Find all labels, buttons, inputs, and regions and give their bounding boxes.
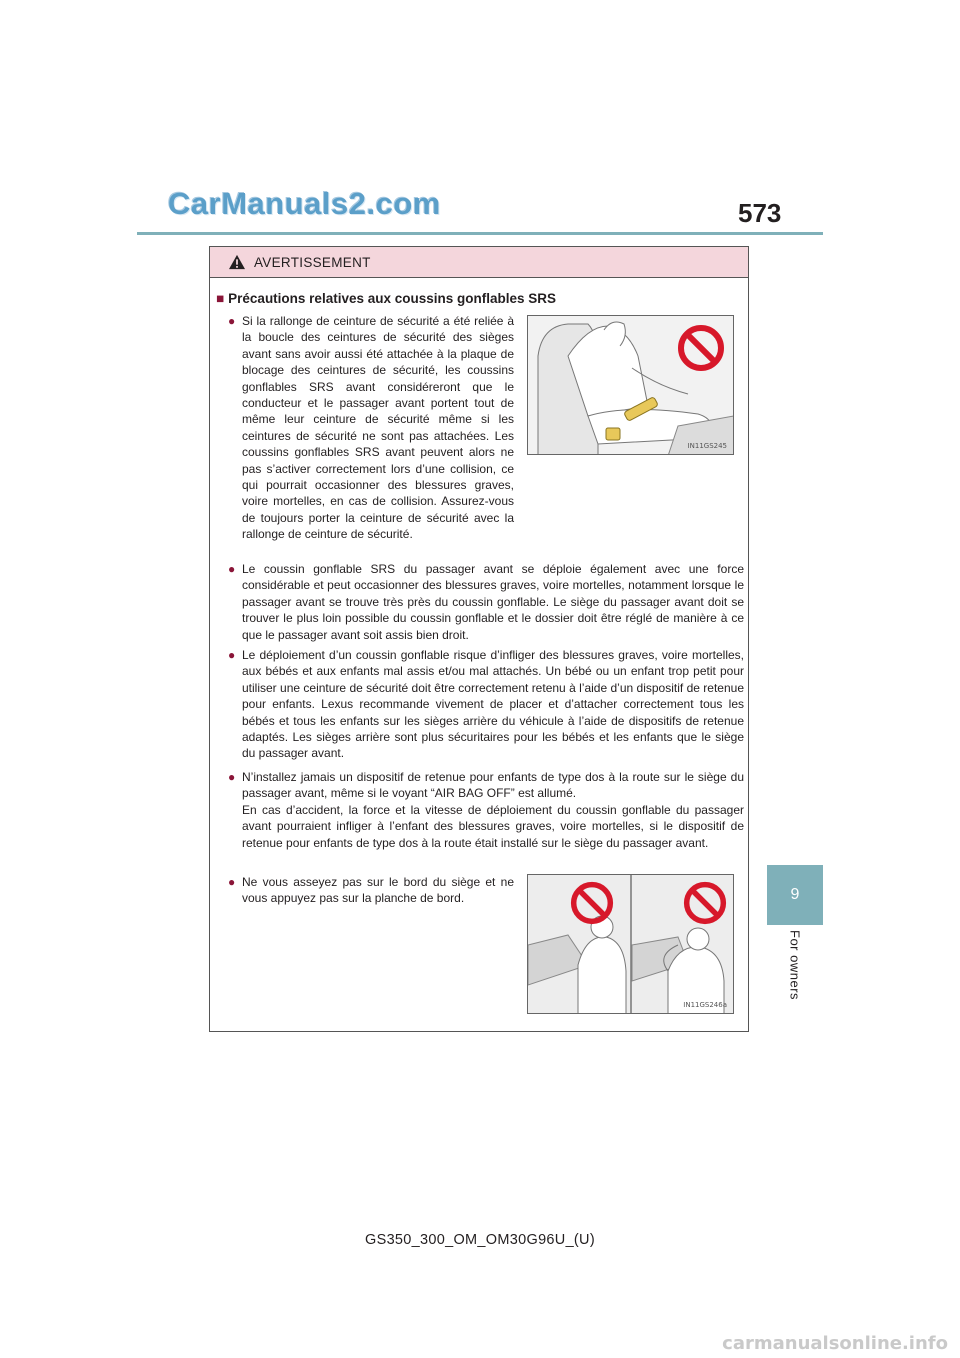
seatbelt-extender-illustration [527, 315, 734, 455]
watermark-footer: carmanualsonline.info [722, 1333, 948, 1354]
watermark-logo: CarManuals2.com [168, 186, 441, 221]
bullet-dot-icon: ● [228, 562, 236, 576]
prohibition-icon [683, 881, 727, 925]
warning-header [210, 247, 748, 278]
bullet-item [228, 874, 514, 907]
illustration-code: IN11GS246a [683, 1001, 727, 1009]
bullet-dot-icon: ● [228, 648, 236, 662]
bullet-dot-icon: ● [228, 875, 236, 889]
chapter-tab: 9 [767, 865, 823, 925]
improper-posture-illustration [527, 874, 734, 1014]
bullet-item [228, 769, 744, 851]
bullet-text: Le coussin gonflable SRS du passager avant se déploie également avec une force considérable et peut occasionner des blessures graves, voire mortelles, notamment lorsque le passager avant se trouve très près du coussin gonflable. Le siège du passager avant doit se trouver le plus loin possible du coussin gonflable et le dossier doit être réglé de manière à ce que le passager avant soit assis bien droit. [242, 562, 744, 642]
page-number: 573 [738, 198, 782, 228]
header-rule [137, 232, 823, 235]
bullet-continuation: En cas d’accident, la force et la vitesse de déploiement du coussin gonflable du passager avant pourraient infliger à l’enfant des blessures graves, voire mortelles, si le dispositif de retenue pour enfants de type dos à la route était installé sur le siège du passager avant. [242, 802, 744, 850]
bullet-text: Si la rallonge de ceinture de sécurité a été reliée à la boucle des ceintures de sécurité des sièges avant sans avoir aussi été attachée à la plaque de blocage des ceintures de sécurité, les coussins gonflables SRS avant considéreront que le conducteur et le passager avant portent tout de même leur ceinture de sécurité même si les ceintures de sécurité ne sont pas attachées. Les coussins gonflables SRS avant peuvent alors ne pas s’activer correctement lors d’une collision, ce qui pourrait occasionner des blessures graves, voire mortelles, en cas de collision. Assurez-vous de toujours porter la ceinture de sécurité avec la rallonge de ceinture de sécurité. [242, 314, 514, 542]
prohibition-icon [570, 881, 614, 925]
illustration-code: IN11GS245 [687, 442, 727, 450]
footer-document-code: GS350_300_OM_OM30G96U_(U) [365, 1232, 595, 1248]
bullet-text: Le déploiement d’un coussin gonflable risque d’infliger des blessures graves, voire mortelles, aux bébés et aux enfants mal assis et/ou mal attachés. Un bébé ou un enfant trop petit pour utiliser une ceinture de sécurité doit être correctement retenu à l’aide d’un dispositif de retenue pour enfants. Lexus recommande vivement de placer et d’attacher correctement tous les bébés et tous les enfants sur les sièges arrière du véhicule à l’aide de dispositifs de retenue adaptés. Les sièges arrière sont plus sécuritaires pour les bébés et les enfants que le siège du passager avant. [242, 648, 744, 761]
bullet-item [228, 561, 744, 643]
chapter-label: For owners [787, 930, 803, 1001]
section-title-text: Précautions relatives aux coussins gonflables SRS [228, 291, 557, 306]
bullet-dot-icon: ● [228, 770, 236, 784]
bullet-text: N’installez jamais un dispositif de retenue pour enfants de type dos à la route sur le siège du passager avant, même si le voyant “AIR BAG OFF” est allumé. [242, 770, 744, 801]
section-title [216, 291, 556, 306]
bullet-dot-icon: ● [228, 314, 236, 328]
bullet-item [228, 313, 514, 543]
warning-triangle-icon [228, 254, 246, 270]
prohibition-icon [677, 324, 725, 372]
warning-header-label: AVERTISSEMENT [254, 254, 371, 270]
bullet-text: Ne vous asseyez pas sur le bord du siège et ne vous appuyez pas sur la planche de bord. [242, 875, 514, 906]
warning-box [209, 246, 749, 1032]
bullet-item [228, 647, 744, 762]
square-bullet-icon: ■ [216, 291, 225, 306]
